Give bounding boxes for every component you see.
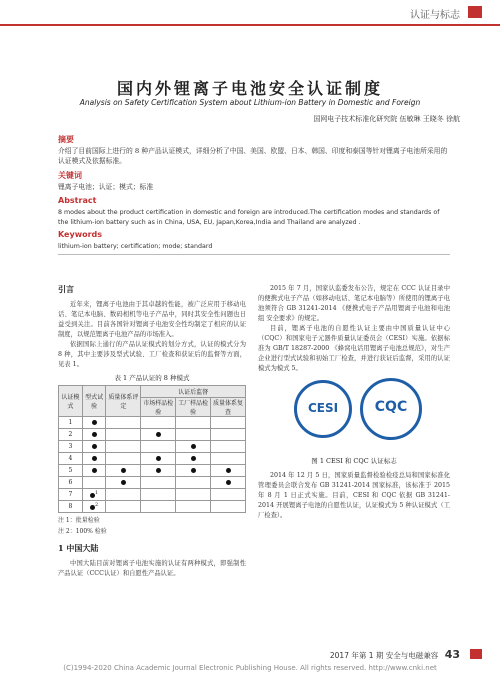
footnote-marker: 2 [95, 502, 99, 508]
cert-mode-table [58, 385, 246, 513]
table-cell-mark [82, 477, 106, 489]
article-authors: 国网电子技术标准化研究院 伍敏琳 王晓冬 徐航 [313, 115, 460, 123]
section-label: 认证与标志 [410, 10, 460, 21]
table-cell-mark [211, 417, 246, 429]
table-cell-mode: 5 [59, 465, 83, 477]
page-header [0, 0, 500, 26]
table-header-qms-review: 质量体系复查 [211, 398, 246, 417]
keywords-zh-heading: 关键词 [58, 171, 82, 180]
table-cell-mark [211, 453, 246, 465]
table-header-qms: 质量体系评定 [106, 386, 141, 417]
abstract-zh-heading: 摘要 [58, 135, 74, 144]
table-cell-mark [106, 465, 141, 477]
section-1-paragraph: 中国大陆目前对锂离子电池实施的认证有两种模式，即强制性产品认证（CCC认证）和自愿性产品认证。 [58, 560, 246, 577]
header-accent-block [468, 6, 482, 18]
table-cell-mode: 4 [59, 453, 83, 465]
dot-icon [191, 444, 196, 449]
abstract-en-heading: Abstract [58, 196, 97, 205]
table-cell-mark [82, 441, 106, 453]
table-cell-mode: 8 [59, 501, 83, 513]
table-row [59, 417, 246, 429]
table-note-2: 注 2：100% 检验 [58, 528, 107, 535]
dot-icon [156, 432, 161, 437]
table-cell-mark [211, 501, 246, 513]
intro-paragraph-1: 近年来，锂离子电池由于其卓越的性能，被广泛应用于移动电话、笔记本电脑、数码相机等电子产品中，同时其安全性问题也日益受到关注。目前各国针对锂离子电池安全性均制定了相应的认证制度，以规范锂离子电池产品的市场准入。 [58, 301, 246, 338]
dot-icon [191, 456, 196, 461]
article-title: 国内外锂离子电池安全认证制度 [116, 79, 383, 98]
table-cell-mark [106, 489, 141, 501]
table-cell-mark [141, 441, 176, 453]
table-cell-mode: 2 [59, 429, 83, 441]
dot-icon [92, 420, 97, 425]
dot-icon [121, 480, 126, 485]
table-cell-mode: 6 [59, 477, 83, 489]
footnote-marker: 1 [95, 490, 99, 496]
table-cell-mark [141, 465, 176, 477]
footer-issue: 2017 年第 1 期 安全与电磁兼容 [329, 651, 439, 660]
table-cell-mark [106, 453, 141, 465]
cesi-logo: CESI [294, 380, 352, 438]
dot-icon [121, 468, 126, 473]
table-header-type-test: 型式试验 [82, 386, 106, 417]
table-cell-mark [211, 489, 246, 501]
page-number: 43 [444, 648, 460, 661]
table-cell-mode: 3 [59, 441, 83, 453]
dot-icon [156, 468, 161, 473]
keywords-zh-body: 锂离子电池；认证；模式；标准 [58, 183, 154, 191]
dot-icon [92, 456, 97, 461]
table-cell-mark [176, 453, 211, 465]
dot-icon [92, 468, 97, 473]
table-cell-mark [141, 489, 176, 501]
table-cell-mark [82, 429, 106, 441]
table-cell-mark [176, 489, 211, 501]
right-column [258, 284, 450, 521]
keywords-en-body: lithium-ion battery; certification; mode; standard [58, 243, 213, 250]
intro-paragraph-2: 依据国际上通行的产品认证模式的划分方式，认证的模式分为 8 种，其中主要涉及型式试验、工厂检查和获证后的监督等方面，见表 1。 [58, 341, 246, 368]
section-1-heading: 1 中国大陆 [58, 543, 99, 553]
dot-icon [191, 468, 196, 473]
figure-caption: 图 1 CESI 和 CQC 认证标志 [311, 457, 397, 465]
page-footer [330, 648, 460, 661]
copyright-line: (C)1994-2020 China Academic Journal Electronic Publishing House. All rights reserved. http://www.cnki.net [63, 664, 437, 672]
footer-accent-block [470, 649, 482, 659]
dot-icon [226, 468, 231, 473]
dot-icon [92, 444, 97, 449]
left-column [58, 284, 246, 579]
table-row [59, 501, 246, 513]
cert-logos [258, 374, 450, 454]
table-body [59, 417, 246, 513]
table-cell-mark [141, 477, 176, 489]
dot-icon [92, 432, 97, 437]
table-note-1: 注 1：批量检验 [58, 517, 100, 524]
table-cell-mark [176, 417, 211, 429]
table-cell-mark [106, 441, 141, 453]
table-cell-mark [176, 465, 211, 477]
table-cell-mark [106, 429, 141, 441]
table-cell-mark [176, 441, 211, 453]
table-cell-mark [211, 477, 246, 489]
table-cell-mark [106, 417, 141, 429]
table-cell-mark [82, 501, 106, 513]
intro-heading: 引言 [58, 284, 74, 294]
table-row [59, 477, 246, 489]
keywords-en-heading: Keywords [58, 230, 103, 239]
table-row [59, 465, 246, 477]
right-paragraph-3: 2014 年 12 月 5 日，国家质量监督检验检疫总局和国家标准化管理委员会联合发布 GB 31241-2014 国家标准，该标准于 2015 年 8 月 1 日正式实施。目前，CESI 和 CQC 依据 GB 31241-2014 开展锂离子电池的自愿性认证，认证模式为 5 种认证模式（工厂检查）。 [258, 472, 450, 519]
section-divider [58, 254, 450, 255]
table-cell-mark [82, 465, 106, 477]
table-cell-mark [211, 441, 246, 453]
table-header-market: 市场样品检验 [141, 398, 176, 417]
table-cell-mark [176, 477, 211, 489]
table-header-factory: 工厂样品检验 [176, 398, 211, 417]
right-paragraph-2: 目前，锂离子电池的自愿性认证主要由中国质量认证中心（CQC）和国家电子元器件质量认证委员会（CESI）实施。依据标准为 GB/T 18287-2000 《蜂窝电话用锂离子电池总规范》，对生产企业进行型式试验和初始工厂检查，并进行获证后监督，采用的认证模式为模式 5。 [258, 325, 450, 372]
table-row [59, 489, 246, 501]
table-row [59, 453, 246, 465]
table-cell-mark [211, 465, 246, 477]
abstract-zh-body: 介绍了目前国际上进行的 8 种产品认证模式，详细分析了中国、美国、欧盟、日本、韩国、印度和泰国等针对锂离子电池所采用的认证模式及依据标准。 [58, 147, 448, 165]
right-paragraph-1: 2015 年 7 月，国家认监委发布公告，规定在 CCC 认证目录中的便携式电子产品（如移动电话、笔记本电脑等）所使用的锂离子电池须符合 GB 31241-2014 《便携式电子产品用锂离子电池和电池组 安全要求》的规定。 [258, 285, 450, 322]
table-cell-mode: 1 [59, 417, 83, 429]
table-cell-mark [106, 501, 141, 513]
table-row [59, 441, 246, 453]
abstract-en-body: 8 modes about the product certification in domestic and foreign are introduced.The certification modes and standards of the lithium-ion battery such as in China, USA, EU, Japan,Korea,India and Thailand are analyzed . [58, 209, 440, 226]
table-header-post: 认证后监督 [141, 386, 246, 398]
dot-icon [156, 456, 161, 461]
table-cell-mark [141, 501, 176, 513]
dot-icon [226, 480, 231, 485]
table-header-mode: 认证模式 [59, 386, 83, 417]
table-cell-mark [176, 501, 211, 513]
table-cell-mark [106, 477, 141, 489]
table-cell-mark [211, 429, 246, 441]
table-cell-mark [82, 489, 106, 501]
table-caption: 表 1 产品认证的 8 种模式 [114, 374, 190, 382]
table-cell-mark [176, 429, 211, 441]
table-cell-mark [82, 453, 106, 465]
table-cell-mark [82, 417, 106, 429]
article-subtitle: Analysis on Safety Certification System about Lithium-ion Battery in Domestic and Foreign [79, 98, 421, 107]
table-cell-mark [141, 453, 176, 465]
table-cell-mark [141, 429, 176, 441]
cqc-logo: CQC [360, 378, 422, 440]
table-row [59, 429, 246, 441]
table-cell-mode: 7 [59, 489, 83, 501]
table-cell-mark [141, 417, 176, 429]
